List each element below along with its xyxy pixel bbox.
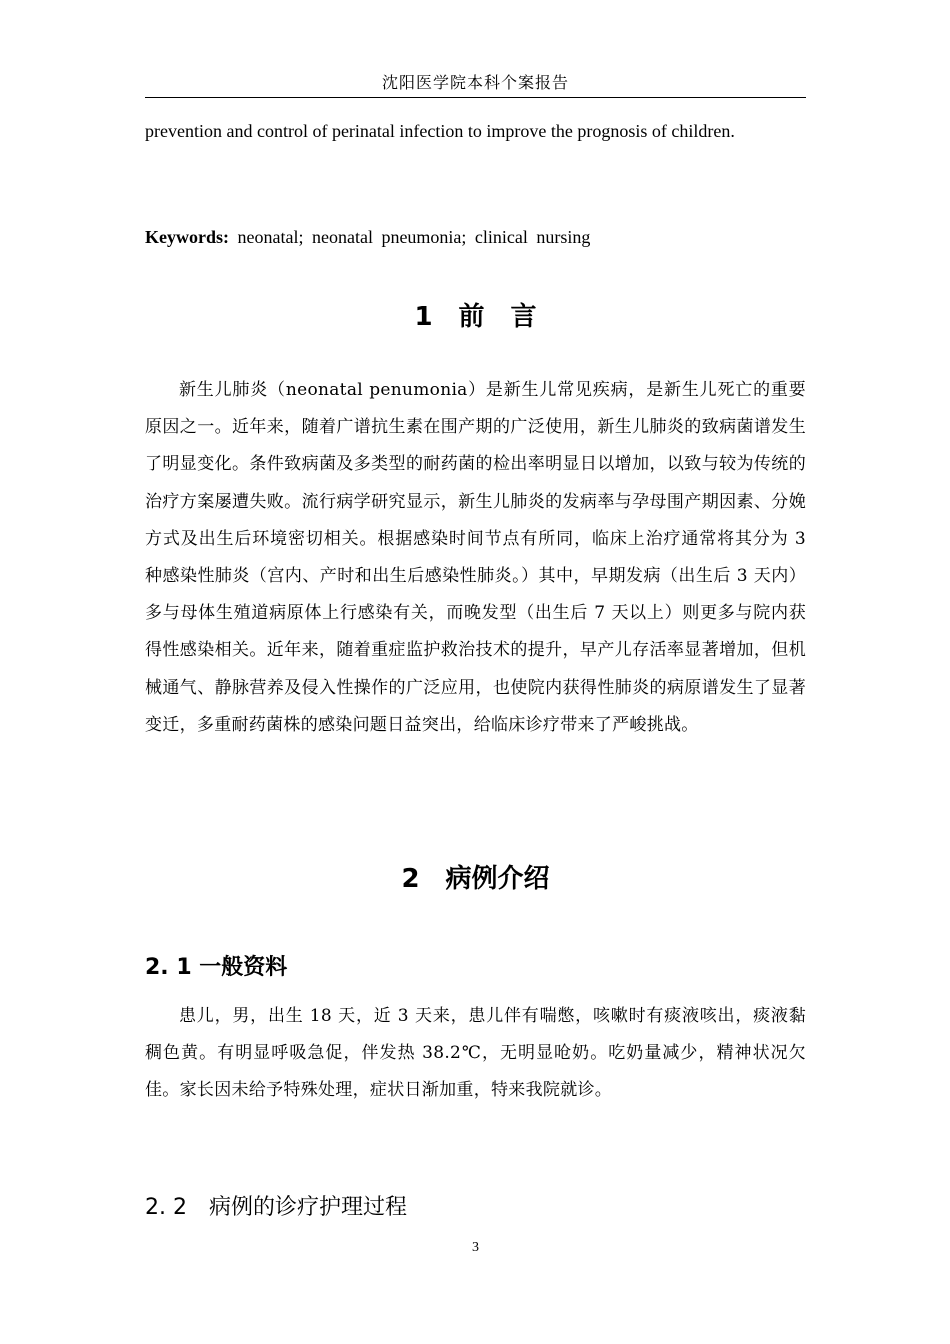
keywords-line bbox=[145, 222, 806, 252]
keywords-text: neonatal; neonatal pneumonia; clinical nursing bbox=[237, 227, 591, 247]
abstract-continuation: prevention and control of perinatal infection to improve the prognosis of children. bbox=[145, 121, 735, 141]
section-heading-case: 2 病例介绍 bbox=[401, 864, 550, 894]
section-heading-introduction: 1 前 言 bbox=[414, 302, 537, 332]
page-number: 3 bbox=[472, 1240, 479, 1255]
general-info-paragraph: 患儿，男，出生 18 天，近 3 天来，患儿伴有喘憋，咳嗽时有痰液咳出，痰液黏稠色黄。有明显呼吸急促，伴发热 38.2℃，无明显呛奶。吃奶量减少，精神状况欠佳。家长因未给予特殊处理，症状日渐加重，特来我院就诊。 bbox=[145, 1006, 806, 1101]
running-header: 沈阳医学院本科个案报告 bbox=[145, 70, 806, 98]
introduction-paragraph: 新生儿肺炎（neonatal penumonia）是新生儿常见疾病，是新生儿死亡的重要原因之一。近年来，随着广谱抗生素在围产期的广泛使用，新生儿肺炎的致病菌谱发生了明显变化。条件致病菌及多类型的耐药菌的检出率明显日以增加，以致与较为传统的治疗方案屡遭失败。流行病学研究显示，新生儿肺炎的发病率与孕母围产期因素、分娩方式及出生后环境密切相关。根据感染时间节点有所同，临床上治疗通常将其分为 3 种感染性肺炎（宫内、产时和出生后感染性肺炎。）其中，早期发病（出生后 3 天内）多与母体生殖道病原体上行感染有关，而晚发型（出生后 7 天以上）则更多与院内获得性感染相关。近年来，随着重症监护救治技术的提升，早产儿存活率显著增加，但机械通气、静脉营养及侵入性操作的广泛应用，也使院内获得性肺炎的病原谱发生了显著变迁，多重耐药菌株的感染问题日益突出，给临床诊疗带来了严峻挑战。 bbox=[145, 380, 806, 735]
subsection-heading-treatment: 2. 2 病例的诊疗护理过程 bbox=[145, 1195, 407, 1220]
subsection-heading-general-info: 2. 1 一般资料 bbox=[145, 955, 288, 980]
keywords-label: Keywords: bbox=[145, 227, 229, 247]
